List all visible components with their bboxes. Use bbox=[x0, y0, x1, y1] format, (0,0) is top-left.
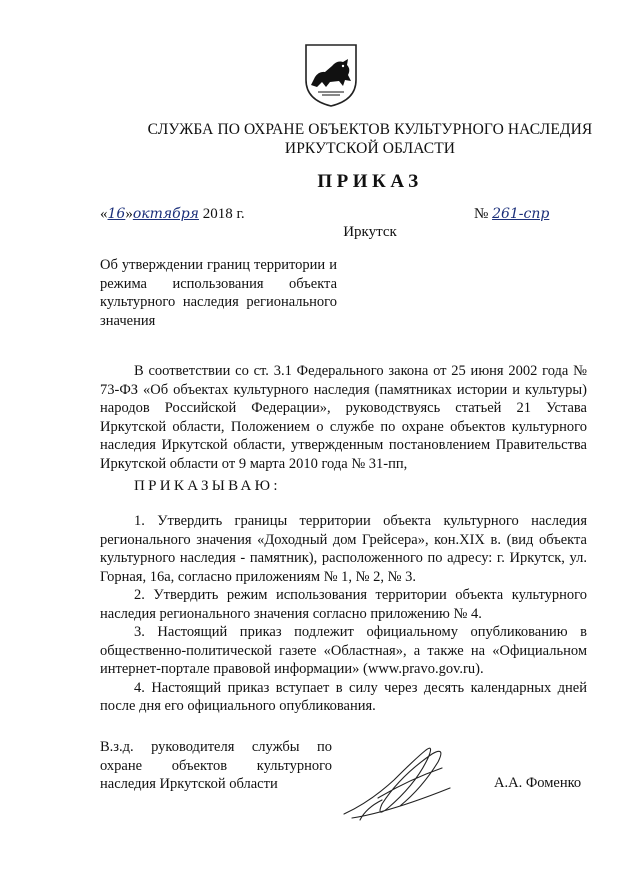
order-word: ПРИКАЗЫВАЮ: bbox=[134, 478, 281, 494]
order-item-4: 4. Настоящий приказ вступает в силу через десять календарных дней после дня его официального опубликования. bbox=[100, 679, 587, 714]
date-day: 16 bbox=[107, 206, 126, 222]
date-month: октября bbox=[132, 206, 199, 222]
number-prefix: № bbox=[474, 206, 493, 222]
document-title: ПРИКАЗ bbox=[317, 171, 423, 192]
agency-line-1: СЛУЖБА ПО ОХРАНЕ ОБЪЕКТОВ КУЛЬТУРНОГО НАСЛЕДИЯ bbox=[147, 121, 593, 138]
agency-name bbox=[100, 120, 640, 158]
signer-position: В.з.д. руководителя службы по охране объектов культурного наследия Иркутской области bbox=[100, 739, 332, 792]
order-date bbox=[100, 206, 245, 223]
date-year: 2018 г. bbox=[198, 206, 245, 222]
agency-line-2: ИРКУТСКОЙ ОБЛАСТИ bbox=[284, 140, 456, 157]
order-items bbox=[100, 512, 587, 716]
handwritten-signature bbox=[330, 728, 470, 828]
date-close-quote: » bbox=[125, 206, 133, 222]
city: Иркутск bbox=[343, 224, 397, 240]
date-open-quote: « bbox=[100, 206, 108, 222]
signer-name: А.А. Фоменко bbox=[494, 775, 582, 791]
order-subject: Об утверждении границ территории и режима использования объекта культурного наследия регионального значения bbox=[100, 257, 337, 329]
number-value: 261-спр bbox=[492, 206, 550, 222]
order-item-2: 2. Утвердить режим использования территории объекта культурного наследия регионального значения согласно приложению № 4. bbox=[100, 587, 587, 622]
order-item-3: 3. Настоящий приказ подлежит официальному опубликованию в общественно-политической газете «Областная», а также на «Официальном интернет-портале правовой информации» (www.pravo.gov.ru). bbox=[100, 624, 587, 677]
coat-of-arms-icon bbox=[302, 42, 360, 108]
preamble-text: В соответствии со ст. 3.1 Федерального закона от 25 июня 2002 года № 73-ФЗ «Об объектах культурного наследия (памятниках истории и культуры) народов Российской Федерации», руководствуясь статьей 21 Устава Иркутской области, Положением о службе по охране объектов культурного наследия Иркутской области, утвержденным постановлением Правительства Иркутской области от 9 марта 2010 года № 31-пп, bbox=[100, 363, 587, 472]
preamble bbox=[100, 362, 587, 473]
order-number bbox=[474, 206, 549, 223]
order-item-1: 1. Утвердить границы территории объекта культурного наследия регионального значения «Доходный дом Грейсера», кон.XIX в. (вид объекта культурного наследия - памятник), расположенного по адресу: г. Иркутск, ул. Горная, 16а, согласно приложениям № 1, № 2, № 3. bbox=[100, 513, 587, 585]
